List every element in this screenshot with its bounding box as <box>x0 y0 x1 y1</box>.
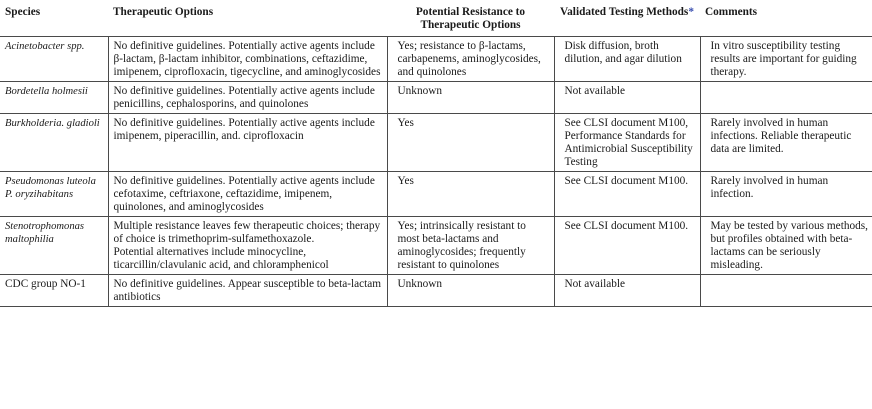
header-species: Species <box>5 6 41 18</box>
table-header <box>0 0 872 37</box>
species-cell: Acinetobacter spp. <box>0 37 108 82</box>
resistance-cell: Unknown <box>387 275 554 307</box>
header-comments: Comments <box>705 6 758 18</box>
table-row <box>0 172 872 217</box>
comments-cell <box>700 82 872 114</box>
therapeutic-cell: No definitive guidelines. Potentially active agents include cefotaxime, ceftriaxone, ceftazidime, imipenem, quinolones, and aminoglycosides <box>108 172 387 217</box>
resistance-cell: Yes; intrinsically resistant to most beta-lactams and aminoglycosides; frequently resistant to quinolones <box>387 217 554 275</box>
therapeutic-line: Multiple resistance leaves few therapeutic choices; therapy of choice is trimethoprim-sulfamethoxazole. <box>113 220 381 245</box>
comments-cell: May be tested by various methods, but profiles obtained with beta-lactams can be seriously misleading. <box>700 217 872 275</box>
testing-cell: Disk diffusion, broth dilution, and agar dilution <box>554 37 700 82</box>
therapeutic-cell <box>108 217 387 275</box>
species-cell: Pseudomonas luteola P. oryzihabitans <box>0 172 108 217</box>
header-therapeutic: Therapeutic Options <box>113 6 214 18</box>
resistance-cell: Yes <box>387 114 554 172</box>
therapeutic-cell: No definitive guidelines. Appear susceptible to beta-lactam antibiotics <box>108 275 387 307</box>
comments-cell <box>700 275 872 307</box>
therapeutic-line: Potential alternatives include minocycline, ticarcillin/clavulanic acid, and chloramphenicol <box>113 246 329 271</box>
species-cell: Stenotrophomonas maltophilia <box>0 217 108 275</box>
header-testing-label: Validated Testing Methods <box>560 6 689 18</box>
resistance-cell: Unknown <box>387 82 554 114</box>
table-row <box>0 217 872 275</box>
table-row <box>0 37 872 82</box>
testing-cell: See CLSI document M100. <box>554 217 700 275</box>
testing-cell: Not available <box>554 82 700 114</box>
comments-cell: Rarely involved in human infection. <box>700 172 872 217</box>
resistance-cell: Yes <box>387 172 554 217</box>
header-resistance: Potential Resistance to Therapeutic Options <box>415 6 526 31</box>
therapeutic-cell: No definitive guidelines. Potentially active agents include penicillins, cephalosporins, and quinolones <box>108 82 387 114</box>
therapeutic-cell: No definitive guidelines. Potentially active agents include β-lactam, β-lactam inhibitor, combinations, ceftazidime, imipenem, ciprofloxacin, tigecycline, and aminoglycosides <box>108 37 387 82</box>
comments-cell: Rarely involved in human infections. Reliable therapeutic data are limited. <box>700 114 872 172</box>
header-testing <box>554 0 700 37</box>
testing-cell: See CLSI document M100. <box>554 172 700 217</box>
table-body <box>0 37 872 307</box>
species-cell: Bordetella holmesii <box>0 82 108 114</box>
species-cell: Burkholderia. gladioli <box>0 114 108 172</box>
testing-cell: See CLSI document M100, Performance Standards for Antimicrobial Susceptibility Testing <box>554 114 700 172</box>
resistance-cell: Yes; resistance to β-lactams, carbapenems, aminoglycosides, and quinolones <box>387 37 554 82</box>
footnote-marker: * <box>688 6 694 18</box>
table-row <box>0 114 872 172</box>
comments-cell: In vitro susceptibility testing results are important for guiding therapy. <box>700 37 872 82</box>
header-row <box>0 0 872 37</box>
table-row <box>0 82 872 114</box>
therapeutic-cell: No definitive guidelines. Potentially active agents include imipenem, piperacillin, and. ciprofloxacin <box>108 114 387 172</box>
species-cell: CDC group NO-1 <box>0 275 108 307</box>
table-row <box>0 275 872 307</box>
testing-cell: Not available <box>554 275 700 307</box>
